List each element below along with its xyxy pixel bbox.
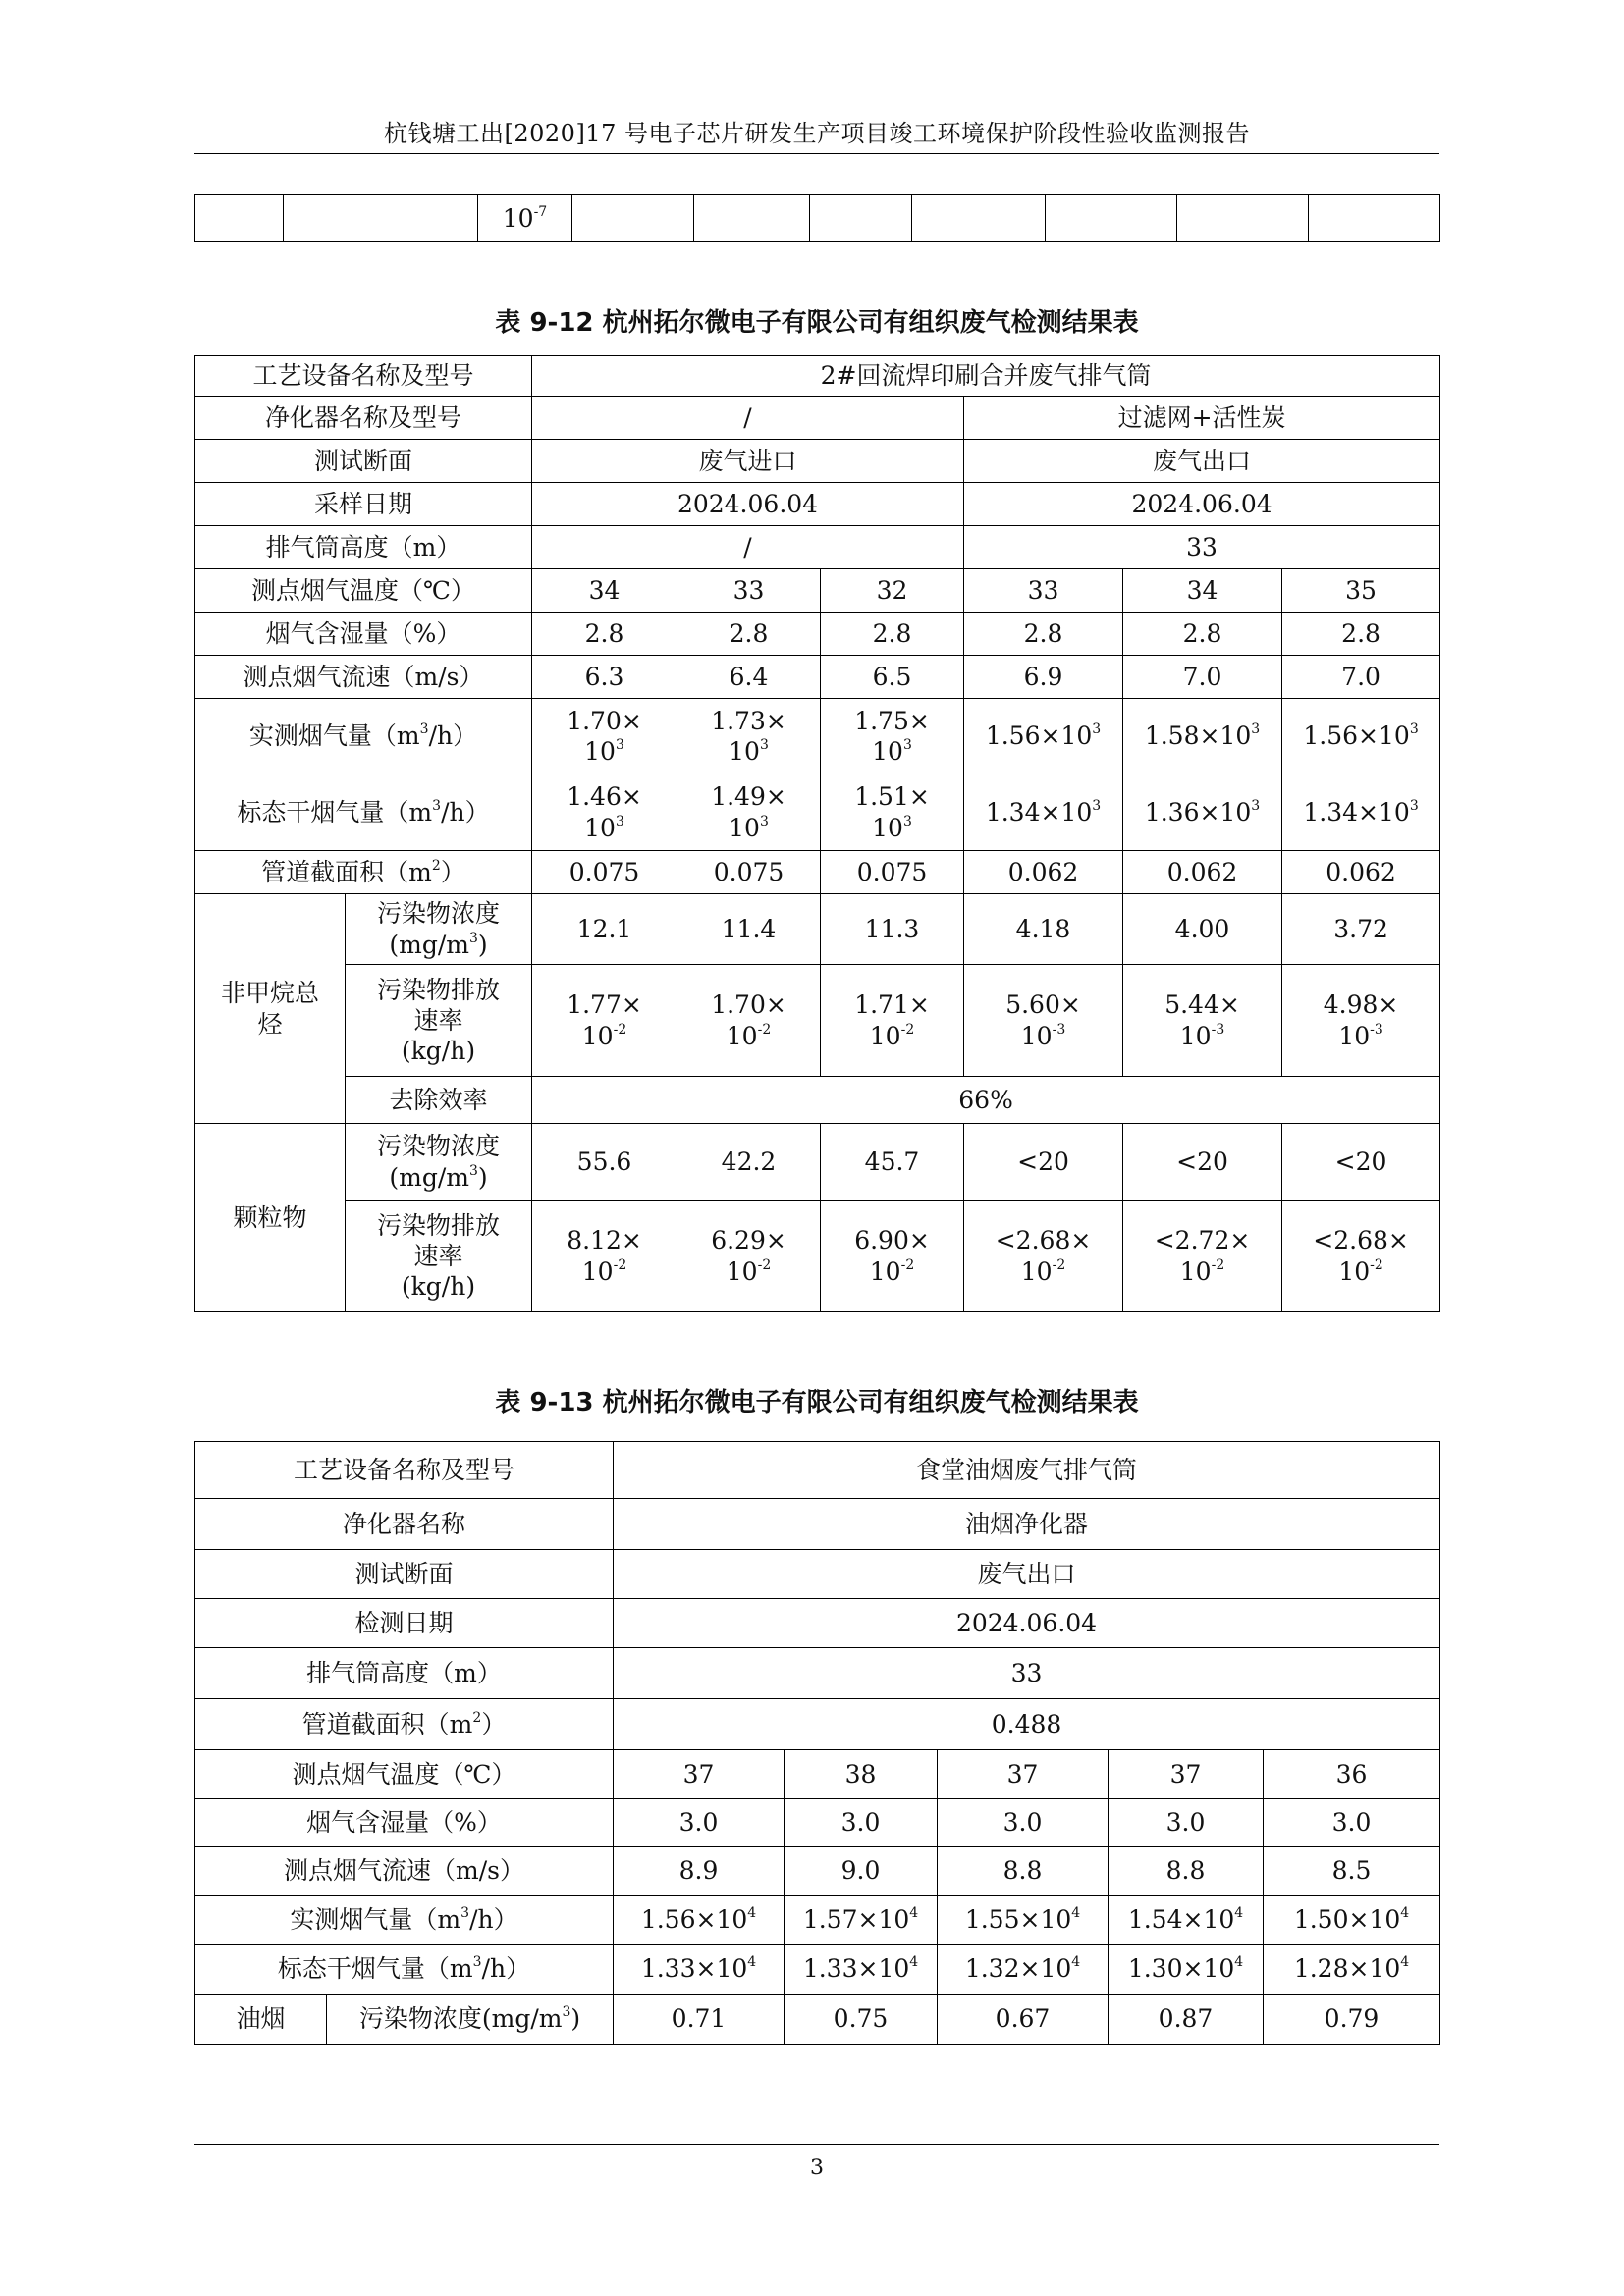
nmhc-rate-row: 污染物排放 速率 (kg/h) 1.77× $10^{-2}$ 1.70× $10^{-2}$ 1.71× $10^{-2}$ 5.60× $10^{-3}$ 5.44× $10^{-3}$ 4.98× $10^{-3}$ <box>195 965 1440 1077</box>
fragment-cell <box>195 195 284 242</box>
pm-rate-row: 污染物排放 速率 (kg/h) 8.12× $10^{-2}$ 6.29× $10^{-2}$ 6.90× $10^{-2}$ <2.68× $10^{-2}$ <2.72× $10^{-2}$ <2.68× $10^{-2}$ <box>195 1201 1440 1312</box>
nmhc-group-label: 非甲烷总烃 <box>195 894 346 1124</box>
section-row: 测试断面 废气进口 废气出口 <box>195 440 1440 483</box>
fragment-cell <box>694 195 810 242</box>
table-9-12 <box>194 355 1440 1312</box>
height-row: 排气筒高度（m） 33 <box>195 1648 1440 1699</box>
date-row: 检测日期 2024.06.04 <box>195 1599 1440 1648</box>
duct-area-row: 管道截面积$(m^2)$ 0.488 <box>195 1699 1440 1750</box>
temperature-row: 测点烟气温度（℃） 34 33 32 33 34 35 <box>195 569 1440 613</box>
fragment-cell <box>810 195 912 242</box>
date-row: 采样日期 2024.06.04 2024.06.04 <box>195 483 1440 526</box>
header-divider <box>194 153 1439 154</box>
fragment-cell <box>1309 195 1440 242</box>
footer-divider <box>194 2144 1439 2145</box>
dry-flow-row: 标态干烟气量$(m^3/h)$ 1.46× $10^3$ 1.49× $10^3$ 1.51× $10^3$ $1.34\times 10^3$ $1.36\times 10^3$ $1.34\times 10^3$ <box>195 774 1440 851</box>
equipment-row: 工艺设备名称及型号 2#回流焊印刷合并废气排气筒 <box>195 356 1440 397</box>
table-9-12-caption: 表 9-12 杭州拓尔微电子有限公司有组织废气检测结果表 <box>495 308 1139 338</box>
fragment-cell <box>284 195 478 242</box>
pm-concentration-row: 颗粒物 污染物浓度 $(mg/m^3)$ 55.6 42.2 45.7 <20 <20 <20 <box>195 1124 1440 1201</box>
measured-flow-row: 实测烟气量$(m^3/h)$ 1.70× $10^3$ 1.73× $10^3$ 1.75× $10^3$ $1.56\times 10^3$ $1.58\times 10^3$ $1.56\times 10^3$ <box>195 699 1440 774</box>
fragment-cell <box>572 195 694 242</box>
equipment-row: 工艺设备名称及型号 食堂油烟废气排气筒 <box>195 1442 1440 1499</box>
duct-area-row: 管道截面积$(m^2)$ 0.075 0.075 0.075 0.062 0.062 0.062 <box>195 851 1440 894</box>
humidity-row: 烟气含湿量（%） 3.0 3.0 3.0 3.0 3.0 <box>195 1799 1440 1847</box>
fragment-cell <box>1177 195 1309 242</box>
measured-flow-row: 实测烟气量$(m^3/h)$ $1.56\times 10^4$ $1.57\times 10^4$ $1.55\times 10^4$ $1.54\times 10^4$ $1.50\times 10^4$ <box>195 1896 1440 1945</box>
table-9-13-caption: 表 9-13 杭州拓尔微电子有限公司有组织废气检测结果表 <box>495 1388 1139 1417</box>
velocity-row: 测点烟气流速（m/s） 8.9 9.0 8.8 8.8 8.5 <box>195 1847 1440 1896</box>
table-9-13 <box>194 1441 1440 2045</box>
report-header: 杭钱塘工出[2020]17 号电子芯片研发生产项目竣工环境保护阶段性验收监测报告 <box>384 120 1250 147</box>
pm-group-label: 颗粒物 <box>195 1124 346 1312</box>
dry-flow-row: 标态干烟气量$(m^3/h)$ $1.33\times 10^4$ $1.33\times 10^4$ $1.32\times 10^4$ $1.30\times 10^4$ $1.28\times 10^4$ <box>195 1945 1440 1995</box>
purifier-row: 净化器名称及型号 / 过滤网+活性炭 <box>195 397 1440 440</box>
page-number: 3 <box>810 2156 824 2180</box>
fragment-cell <box>912 195 1046 242</box>
fume-concentration-row: 油烟 污染物浓度$(mg/m^3)$ 0.71 0.75 0.67 0.87 0.79 <box>195 1995 1440 2045</box>
fragment-value-cell: $10^{-7}$ <box>478 195 572 242</box>
fume-group-label: 油烟 <box>195 1995 327 2045</box>
temperature-row: 测点烟气温度（℃） 37 38 37 37 36 <box>195 1750 1440 1799</box>
section-row: 测试断面 废气出口 <box>195 1550 1440 1599</box>
removal-efficiency-row: 去除效率 66% <box>195 1077 1440 1124</box>
humidity-row: 烟气含湿量（%） 2.8 2.8 2.8 2.8 2.8 2.8 <box>195 613 1440 656</box>
velocity-row: 测点烟气流速（m/s） 6.3 6.4 6.5 6.9 7.0 7.0 <box>195 656 1440 699</box>
purifier-row: 净化器名称 油烟净化器 <box>195 1499 1440 1550</box>
nmhc-concentration-row: 非甲烷总烃 污染物浓度 $(mg/m^3)$ 12.1 11.4 11.3 4.18 4.00 3.72 <box>195 894 1440 965</box>
previous-table-fragment <box>194 194 1440 242</box>
fragment-cell <box>1046 195 1177 242</box>
height-row: 排气筒高度（m） / 33 <box>195 526 1440 569</box>
